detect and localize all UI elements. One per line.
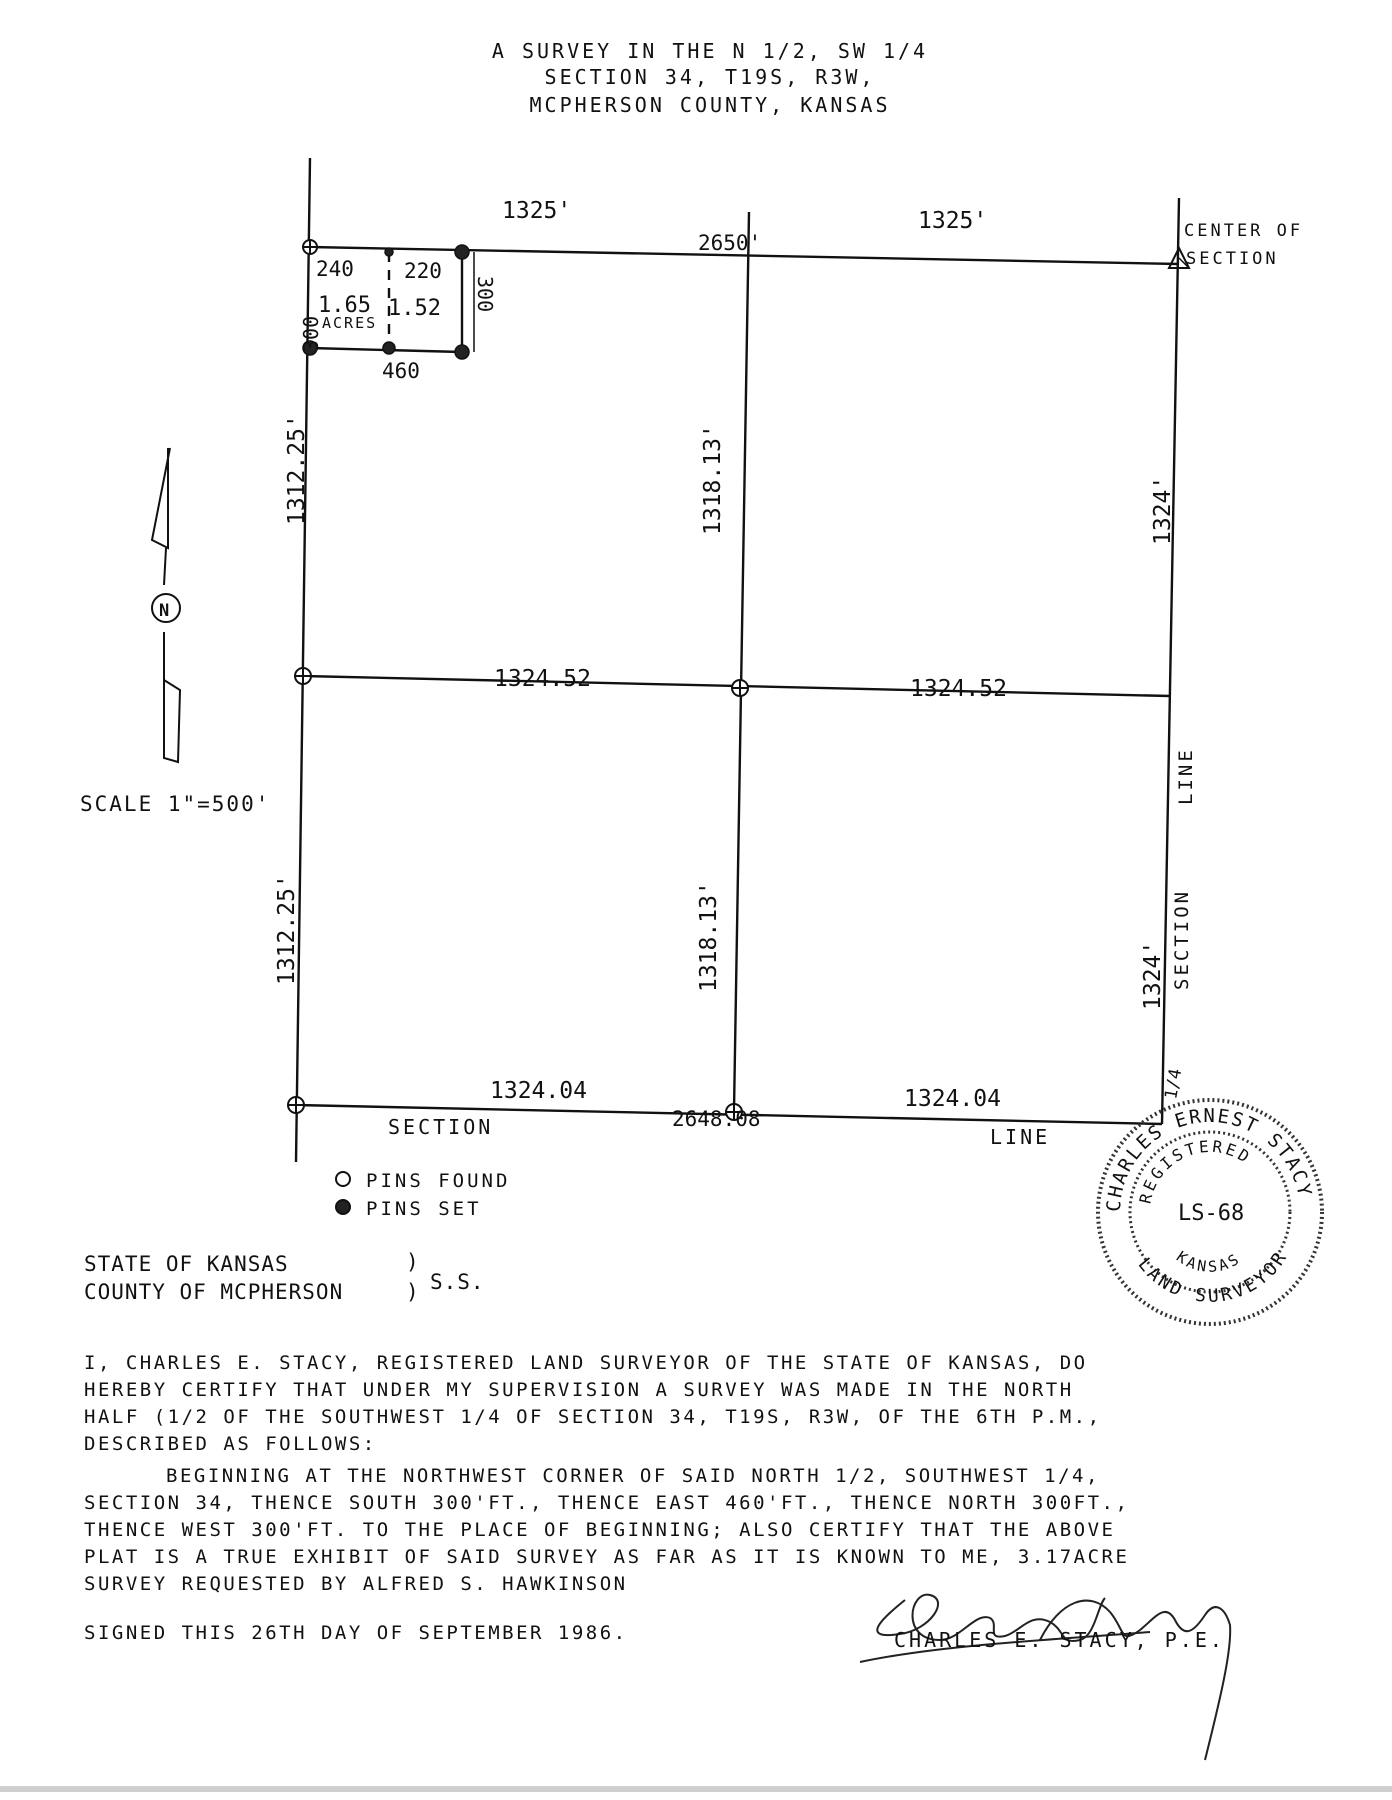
lot-top-left-dim: 240	[316, 257, 354, 281]
lot-west-dim: 300	[299, 315, 323, 352]
pin-set-mid-lot	[383, 342, 395, 354]
seal-inner-top-text: REGISTERED	[1135, 1136, 1256, 1206]
bottom-line-word: LINE	[990, 1125, 1051, 1149]
lot-right-acres: 1.52	[388, 296, 441, 321]
survey-title-line-2: SECTION 34, T19S, R3W,	[544, 65, 876, 89]
east-lower-dimension: 1324'	[1140, 940, 1166, 1010]
lot-east-dim: 300	[473, 276, 497, 313]
lot-left-acres: 1.65	[318, 293, 371, 318]
pin-set-ne-lot	[455, 245, 469, 259]
east-upper-dimension: 1324'	[1150, 475, 1176, 545]
lot-acres-word: ACRES	[322, 314, 378, 332]
certificate-line-5: BEGINNING AT THE NORTHWEST CORNER OF SAID NORTH 1/2, SOUTHWEST 1/4,	[166, 1465, 1100, 1487]
survey-title-line-1: A SURVEY IN THE N 1/2, SW 1/4	[491, 39, 929, 63]
middle-vertical-line	[734, 212, 749, 1110]
west-upper-dimension: 1312.25'	[284, 414, 310, 525]
legend-pins-found: PINS FOUND	[366, 1170, 511, 1192]
middle-lower-dimension: 1318.13'	[696, 881, 722, 992]
pin-found-sw	[288, 1097, 304, 1113]
venue-state: STATE OF KANSAS	[84, 1252, 289, 1276]
east-quarter-mark: 1/4	[1161, 1067, 1187, 1101]
certificate-line-9: SURVEY REQUESTED BY ALFRED S. HAWKINSON	[84, 1573, 628, 1595]
north-letter: N	[159, 601, 170, 621]
legend-pins-set: PINS SET	[366, 1198, 482, 1220]
top-right-dimension: 1325'	[918, 208, 988, 234]
east-section-word: SECTION	[1171, 888, 1193, 990]
pin-set-se-lot	[455, 345, 469, 359]
east-line-word: LINE	[1175, 747, 1197, 805]
survey-title-line-3: MCPHERSON COUNTY, KANSAS	[529, 93, 891, 117]
venue-ss: S.S.	[430, 1270, 485, 1294]
center-of-section-label-2: SECTION	[1186, 249, 1279, 269]
center-of-section-label-1: CENTER OF	[1184, 221, 1304, 241]
legend-found-icon	[336, 1172, 350, 1186]
seal-inner-bottom-text: KANSAS	[1173, 1247, 1245, 1277]
legend-set-icon	[336, 1200, 350, 1214]
certificate-line-4: DESCRIBED AS FOLLOWS:	[84, 1433, 377, 1455]
top-total-dimension: 2650'	[698, 231, 762, 255]
west-lower-dimension: 1312.25'	[274, 874, 300, 985]
venue-county: COUNTY OF MCPHERSON	[84, 1280, 344, 1304]
handwritten-signature	[860, 1595, 1230, 1760]
certificate-line-6: SECTION 34, THENCE SOUTH 300'FT., THENCE EAST 460'FT., THENCE NORTH 300FT.,	[84, 1492, 1130, 1514]
west-boundary-line	[296, 158, 310, 1162]
venue-paren-2: )	[406, 1280, 420, 1304]
middle-right-dimension: 1324.52	[910, 676, 1007, 702]
pin-found-west-mid	[295, 668, 311, 684]
bottom-left-dimension: 1324.04	[490, 1078, 587, 1104]
signature-name: CHARLES E. STACY, P.E.	[894, 1628, 1225, 1652]
bottom-total-dimension: 2648.08	[672, 1107, 761, 1131]
lot-top-right-dim: 220	[404, 259, 442, 283]
pin-found-nw	[303, 240, 317, 254]
seal-license-number: LS-68	[1178, 1201, 1245, 1226]
signed-date: SIGNED THIS 26TH DAY OF SEPTEMBER 1986.	[84, 1622, 628, 1644]
certificate-line-8: PLAT IS A TRUE EXHIBIT OF SAID SURVEY AS FAR AS IT IS KNOWN TO ME, 3.17ACRE	[84, 1546, 1130, 1568]
top-left-dimension: 1325'	[502, 198, 572, 224]
certificate-line-7: THENCE WEST 300'FT. TO THE PLACE OF BEGINNING; ALSO CERTIFY THAT THE ABOVE	[84, 1519, 1116, 1541]
venue-paren-1: )	[406, 1250, 420, 1274]
pin-set-top-mid-lot	[385, 248, 393, 256]
seal-outer-top-text: CHARLES ERNEST STACY	[1102, 1104, 1316, 1213]
certificate-line-2: HEREBY CERTIFY THAT UNDER MY SUPERVISION A SURVEY WAS MADE IN THE NORTH	[84, 1379, 1074, 1401]
certificate-line-1: I, CHARLES E. STACY, REGISTERED LAND SURVEYOR OF THE STATE OF KANSAS, DO	[84, 1352, 1088, 1374]
page-bottom-edge	[0, 1786, 1392, 1792]
middle-left-dimension: 1324.52	[494, 666, 591, 692]
seal-outer-bottom-text: LAND SURVEYOR	[1133, 1246, 1293, 1308]
bottom-right-dimension: 1324.04	[904, 1086, 1001, 1112]
scale-label: SCALE 1"=500'	[80, 792, 271, 816]
bottom-section-word: SECTION	[388, 1115, 494, 1139]
pin-found-center	[732, 680, 748, 696]
lot-bottom-dim: 460	[382, 359, 420, 383]
middle-upper-dimension: 1318.13'	[700, 424, 726, 535]
certificate-line-3: HALF (1/2 OF THE SOUTHWEST 1/4 OF SECTION 34, T19S, R3W, OF THE 6TH P.M.,	[84, 1406, 1102, 1428]
